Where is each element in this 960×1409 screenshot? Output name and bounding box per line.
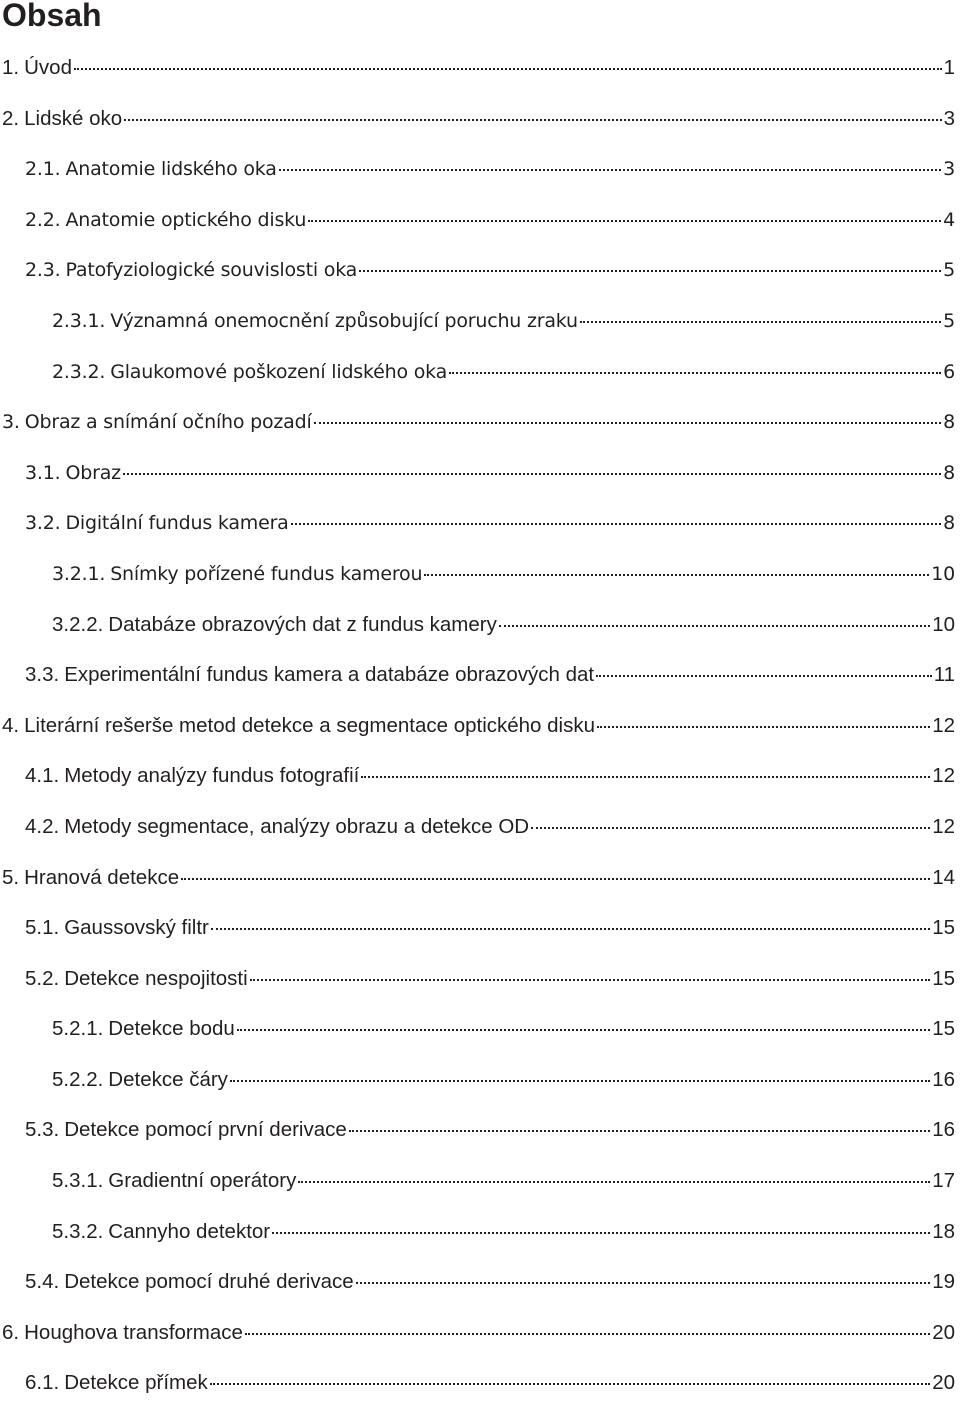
toc-entry-title: Anatomie lidského oka — [65, 158, 277, 181]
dot-leader — [211, 927, 930, 930]
toc-entry-title: Houghova transformace — [24, 1320, 243, 1344]
dot-leader — [230, 1079, 930, 1082]
toc-entry-number: 2.3.1. — [52, 309, 106, 332]
dot-leader — [314, 421, 942, 424]
dot-leader — [291, 522, 941, 525]
toc-entry[interactable] — [0, 1207, 960, 1258]
table-of-contents — [0, 43, 960, 1409]
dot-leader — [237, 1028, 930, 1031]
toc-entry-page-number: 16 — [932, 1067, 955, 1091]
dot-leader — [449, 371, 941, 374]
toc-entry-page-number: 4 — [943, 208, 955, 231]
toc-entry-title: Detekce přímek — [64, 1371, 208, 1395]
toc-entry-page-number: 11 — [933, 663, 955, 687]
dot-leader — [210, 1382, 930, 1385]
toc-entry[interactable] — [0, 600, 960, 651]
toc-entry[interactable] — [0, 397, 960, 448]
toc-entry-title: Obraz a snímání očního pozadí — [24, 411, 312, 434]
dot-leader — [272, 1231, 930, 1234]
toc-entry-page-number: 10 — [931, 562, 955, 585]
toc-entry[interactable] — [0, 1257, 960, 1308]
toc-entry-page-number: 14 — [932, 865, 955, 889]
toc-entry[interactable] — [0, 94, 960, 145]
toc-entry-page-number: 5 — [943, 259, 955, 282]
toc-entry-number: 2.3.2. — [52, 360, 106, 383]
toc-entry-number: 4. — [2, 713, 20, 737]
toc-entry-title: Anatomie optického disku — [65, 208, 307, 231]
toc-entry-title: Detekce čáry — [108, 1067, 228, 1091]
dot-leader — [298, 1180, 930, 1183]
dot-leader — [181, 877, 930, 880]
toc-entry-page-number: 12 — [932, 713, 955, 737]
toc-entry-title: Databáze obrazových dat z fundus kamery — [108, 612, 497, 636]
toc-entry-title: Experimentální fundus kamera a databáze obrazových dat — [64, 663, 595, 687]
toc-entry-page-number: 8 — [943, 512, 955, 535]
toc-entry[interactable] — [0, 43, 960, 94]
toc-entry-page-number: 5 — [943, 309, 955, 332]
toc-entry-number: 5. — [2, 865, 20, 889]
toc-entry-page-number: 6 — [943, 360, 955, 383]
toc-entry[interactable] — [0, 245, 960, 296]
dot-leader — [499, 624, 930, 627]
toc-entry-title: Gradientní operátory — [108, 1169, 297, 1193]
toc-entry-title: Lidské oko — [24, 106, 123, 130]
toc-entry-number: 2. — [2, 106, 20, 130]
toc-entry-page-number: 12 — [932, 814, 955, 838]
toc-entry-title: Detekce pomocí první derivace — [64, 1118, 347, 1142]
dot-leader — [597, 725, 930, 728]
toc-entry-number: 5.1. — [25, 916, 60, 940]
toc-entry-number: 3.1. — [25, 461, 61, 484]
toc-entry[interactable] — [0, 1105, 960, 1156]
toc-entry[interactable] — [0, 1156, 960, 1207]
toc-entry-number: 3. — [2, 411, 20, 434]
toc-entry-page-number: 8 — [943, 411, 955, 434]
dot-leader — [424, 573, 929, 576]
toc-entry-page-number: 3 — [943, 158, 955, 181]
toc-entry-number: 5.2. — [25, 966, 60, 990]
toc-entry[interactable] — [0, 144, 960, 195]
toc-entry[interactable] — [0, 347, 960, 398]
toc-entry-page-number: 20 — [932, 1371, 955, 1395]
dot-leader — [245, 1332, 930, 1335]
toc-entry-number: 1. — [2, 56, 20, 79]
dot-leader — [250, 978, 931, 981]
toc-entry-number: 6. — [2, 1320, 20, 1344]
toc-entry-number: 5.3.2. — [52, 1219, 104, 1243]
dot-leader — [531, 826, 930, 829]
dot-leader — [596, 674, 932, 677]
toc-entry-page-number: 17 — [932, 1169, 955, 1193]
toc-entry[interactable] — [0, 701, 960, 752]
toc-entry-title: Detekce bodu — [108, 1017, 235, 1041]
toc-entry[interactable] — [0, 549, 960, 600]
dot-leader — [279, 168, 941, 171]
toc-entry-number: 4.1. — [25, 764, 60, 788]
toc-entry-number: 3.2. — [25, 512, 61, 535]
toc-entry-page-number: 10 — [932, 612, 955, 636]
dot-leader — [124, 118, 941, 121]
toc-entry[interactable] — [0, 448, 960, 499]
toc-entry-number: 3.2.1. — [52, 562, 106, 585]
toc-entry[interactable] — [0, 853, 960, 904]
toc-entry-page-number: 15 — [932, 966, 955, 990]
toc-entry-title: Hranová detekce — [24, 865, 180, 889]
toc-entry-number: 5.2.1. — [52, 1017, 104, 1041]
dot-leader — [308, 219, 941, 222]
toc-entry-number: 3.3. — [25, 663, 60, 687]
toc-entry-page-number: 8 — [943, 461, 955, 484]
toc-entry[interactable] — [0, 650, 960, 701]
toc-entry-title: Gaussovský filtr — [64, 916, 209, 940]
dot-leader — [349, 1129, 930, 1132]
toc-entry-title: Literární rešerše metod detekce a segmentace optického disku — [24, 713, 596, 737]
toc-entry-number: 5.3. — [25, 1118, 60, 1142]
toc-entry-title: Obraz — [65, 461, 121, 484]
toc-entry[interactable] — [0, 1308, 960, 1359]
toc-entry-title: Významná onemocnění způsobující poruchu zraku — [110, 309, 578, 332]
toc-entry-title: Patofyziologické souvislosti oka — [65, 259, 358, 282]
toc-entry-title: Detekce pomocí druhé derivace — [64, 1270, 354, 1294]
toc-entry[interactable] — [0, 195, 960, 246]
toc-entry[interactable] — [0, 1358, 960, 1409]
toc-entry-page-number: 1 — [943, 56, 955, 79]
toc-entry-page-number: 18 — [932, 1219, 955, 1243]
toc-entry-title: Cannyho detektor — [108, 1219, 271, 1243]
dot-leader — [123, 472, 941, 475]
toc-entry-number: 6.1. — [25, 1371, 60, 1395]
toc-entry-number: 2.2. — [25, 208, 61, 231]
toc-entry[interactable] — [0, 903, 960, 954]
toc-entry-title: Úvod — [24, 56, 72, 79]
toc-entry-title: Detekce nespojitosti — [64, 966, 248, 990]
toc-entry-page-number: 20 — [932, 1320, 955, 1344]
toc-entry-page-number: 12 — [932, 764, 955, 788]
dot-leader — [361, 775, 930, 778]
toc-entry-number: 5.4. — [25, 1270, 60, 1294]
dot-leader — [356, 1281, 931, 1284]
toc-entry-number: 3.2.2. — [52, 612, 104, 636]
dot-leader — [74, 67, 942, 70]
toc-entry-title: Metody analýzy fundus fotografií — [64, 764, 360, 788]
toc-entry-title: Glaukomové poškození lidského oka — [110, 360, 448, 383]
toc-entry-page-number: 16 — [932, 1118, 955, 1142]
toc-entry-title: Metody segmentace, analýzy obrazu a detekce OD — [64, 814, 530, 838]
toc-entry-number: 5.2.2. — [52, 1067, 104, 1091]
toc-entry[interactable] — [0, 954, 960, 1005]
toc-entry-page-number: 19 — [932, 1270, 955, 1294]
toc-entry-number: 2.3. — [25, 259, 61, 282]
toc-entry[interactable] — [0, 1055, 960, 1106]
toc-entry-page-number: 3 — [943, 106, 955, 130]
toc-heading: Obsah — [2, 0, 102, 33]
toc-entry[interactable] — [0, 1004, 960, 1055]
toc-entry[interactable] — [0, 751, 960, 802]
toc-entry-title: Snímky pořízené fundus kamerou — [110, 562, 423, 585]
dot-leader — [359, 269, 941, 272]
dot-leader — [580, 320, 941, 323]
toc-entry-number: 5.3.1. — [52, 1169, 104, 1193]
toc-entry-page-number: 15 — [932, 1017, 955, 1041]
toc-entry-number: 4.2. — [25, 814, 60, 838]
toc-entry[interactable] — [0, 802, 960, 853]
toc-entry-page-number: 15 — [932, 916, 955, 940]
toc-entry[interactable] — [0, 296, 960, 347]
toc-entry-number: 2.1. — [25, 158, 61, 181]
toc-entry-title: Digitální fundus kamera — [65, 512, 289, 535]
toc-entry[interactable] — [0, 498, 960, 549]
